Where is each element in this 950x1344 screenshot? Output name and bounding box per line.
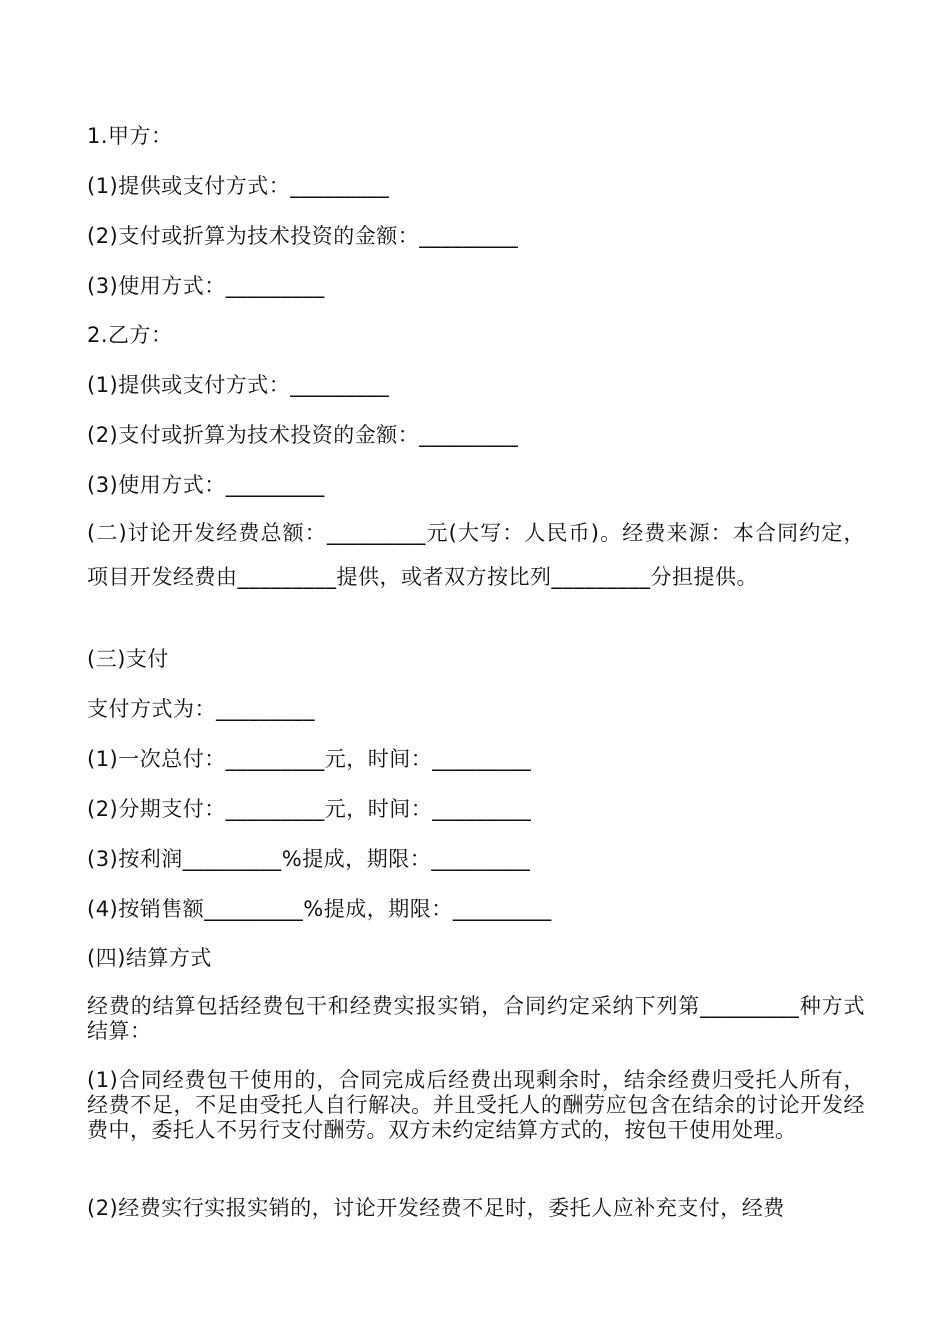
- settlement-section-heading: (四)结算方式: [87, 946, 212, 970]
- party-b-investment-amount: (2)支付或折算为技术投资的金额：_________: [87, 423, 519, 447]
- party-a-heading: 1.甲方：: [87, 124, 173, 148]
- lump-sum-payment-line: (1)一次总付：_________元，时间：_________: [87, 747, 532, 771]
- settlement-intro-paragraph: 经费的结算包括经费包干和经费实报实销，合同约定采纳下列第_________种方式结算：: [87, 994, 865, 1043]
- sales-share-line: (4)按销售额_________%提成，期限：_________: [87, 897, 552, 921]
- installment-payment-line: (2)分期支付：_________元，时间：_________: [87, 797, 532, 821]
- party-a-usage-method: (3)使用方式：_________: [87, 274, 325, 298]
- party-a-investment-amount: (2)支付或折算为技术投资的金额：_________: [87, 224, 519, 248]
- lump-sum-settlement-paragraph: (1)合同经费包干使用的，合同完成后经费出现剩余时，结余经费归受托人所有，经费不足，不足由受托人自行解决。并且受托人的酬劳应包含在结余的讨论开发经费中，委托人不另行支付酬劳。双方未约定结算方式的，按包干使用处理。: [87, 1068, 865, 1142]
- profit-share-line: (3)按利润_________%提成，期限：_________: [87, 847, 531, 871]
- party-b-usage-method: (3)使用方式：_________: [87, 473, 325, 497]
- payment-method-line: 支付方式为：_________: [87, 697, 315, 721]
- party-b-payment-method: (1)提供或支付方式：_________: [87, 373, 390, 397]
- actual-expense-settlement-line: (2)经费实行实报实销的，讨论开发经费不足时，委托人应补充支付，经费: [87, 1196, 785, 1220]
- party-b-heading: 2.乙方：: [87, 323, 173, 347]
- funding-total-paragraph: (二)讨论开发经费总额：_________元(大写：人民币)。经费来源：本合同约定，项目开发经费由_________提供，或者双方按比列_________分担提供。: [87, 521, 865, 589]
- party-a-payment-method: (1)提供或支付方式：_________: [87, 174, 390, 198]
- payment-section-heading: (三)支付: [87, 647, 169, 671]
